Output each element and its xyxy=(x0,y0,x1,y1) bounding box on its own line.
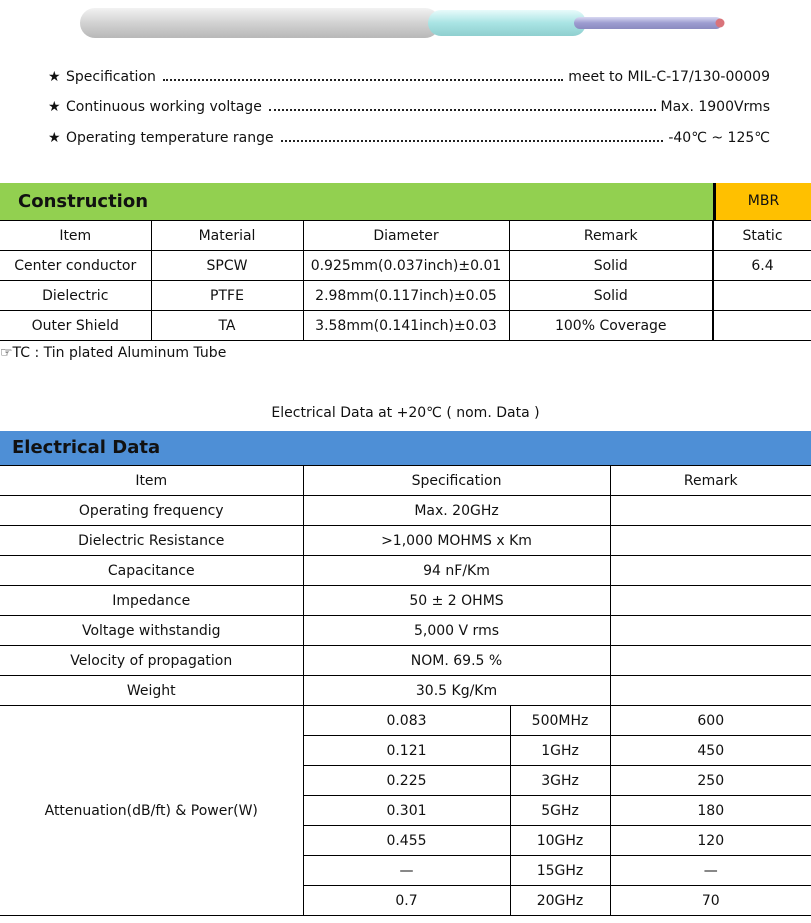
cell-static xyxy=(713,281,811,311)
cell-spec: >1,000 MOHMS x Km xyxy=(303,526,610,556)
table-row xyxy=(0,646,811,676)
spec-value: meet to MIL-C-17/130-00009 xyxy=(568,69,770,85)
col-header-remark: Remark xyxy=(509,221,713,251)
table-row xyxy=(0,556,811,586)
cell-attenuation-db: 0.455 xyxy=(303,826,510,856)
cable-illustration xyxy=(80,8,740,38)
cell-item: Dielectric xyxy=(0,281,151,311)
cell-frequency: 1GHz xyxy=(510,736,610,766)
star-icon: ★ xyxy=(48,69,61,85)
cell-item: Capacitance xyxy=(0,556,303,586)
spec-label: Continuous working voltage xyxy=(66,99,262,115)
cell-remark xyxy=(610,616,811,646)
cell-material: PTFE xyxy=(151,281,303,311)
cell-remark xyxy=(610,526,811,556)
cell-static xyxy=(713,311,811,341)
col-header-remark: Remark xyxy=(610,466,811,496)
cell-attenuation-db: 0.225 xyxy=(303,766,510,796)
cell-attenuation-db: 0.121 xyxy=(303,736,510,766)
cell-remark xyxy=(610,646,811,676)
table-header-row xyxy=(0,221,811,251)
construction-note: ☞TC : Tin plated Aluminum Tube xyxy=(0,345,227,361)
col-header-material: Material xyxy=(151,221,303,251)
table-header-row xyxy=(0,466,811,496)
cell-power: 180 xyxy=(610,796,811,826)
spec-line-temperature xyxy=(48,128,770,148)
cell-spec: Max. 20GHz xyxy=(303,496,610,526)
cell-remark: 100% Coverage xyxy=(509,311,713,341)
dotted-leader xyxy=(269,109,656,111)
cell-remark xyxy=(610,676,811,706)
attenuation-row xyxy=(0,706,811,736)
cell-item: Outer Shield xyxy=(0,311,151,341)
cell-diameter: 3.58mm(0.141inch)±0.03 xyxy=(303,311,509,341)
table-row xyxy=(0,496,811,526)
cell-spec: NOM. 69.5 % xyxy=(303,646,610,676)
construction-table xyxy=(0,220,811,341)
spec-label: Specification xyxy=(66,69,156,85)
spec-line-specification xyxy=(48,67,770,87)
table-row xyxy=(0,586,811,616)
col-header-specification: Specification xyxy=(303,466,610,496)
cell-item: Operating frequency xyxy=(0,496,303,526)
spec-value: -40℃ ~ 125℃ xyxy=(668,130,770,146)
cable-dielectric xyxy=(428,10,586,36)
cell-power: 450 xyxy=(610,736,811,766)
cell-remark: Solid xyxy=(509,251,713,281)
table-row xyxy=(0,281,811,311)
cable-conductor-tip xyxy=(716,19,725,28)
cell-item: Weight xyxy=(0,676,303,706)
electrical-subtitle: Electrical Data at +20℃ ( nom. Data ) xyxy=(271,405,540,421)
cell-power: 600 xyxy=(610,706,811,736)
cell-attenuation-db: 0.7 xyxy=(303,886,510,916)
cell-diameter: 2.98mm(0.117inch)±0.05 xyxy=(303,281,509,311)
cell-remark: Solid xyxy=(509,281,713,311)
cell-material: SPCW xyxy=(151,251,303,281)
cable-jacket xyxy=(80,8,440,38)
star-icon: ★ xyxy=(48,130,61,146)
table-row xyxy=(0,311,811,341)
construction-title: Construction xyxy=(18,191,149,212)
cell-frequency: 500MHz xyxy=(510,706,610,736)
table-row xyxy=(0,616,811,646)
cell-attenuation-db: 0.083 xyxy=(303,706,510,736)
col-header-item: Item xyxy=(0,466,303,496)
cell-spec: 5,000 V rms xyxy=(303,616,610,646)
construction-header xyxy=(0,183,811,220)
dotted-leader xyxy=(281,140,664,142)
cell-spec: 94 nF/Km xyxy=(303,556,610,586)
cell-frequency: 3GHz xyxy=(510,766,610,796)
electrical-header xyxy=(0,431,811,465)
cell-spec: 50 ± 2 OHMS xyxy=(303,586,610,616)
cell-item: Dielectric Resistance xyxy=(0,526,303,556)
construction-title-bar xyxy=(0,183,713,220)
star-icon: ★ xyxy=(48,99,61,115)
cell-item: Impedance xyxy=(0,586,303,616)
dotted-leader xyxy=(163,79,563,81)
col-header-static: Static xyxy=(713,221,811,251)
attenuation-label: Attenuation(dB/ft) & Power(W) xyxy=(0,706,303,916)
cell-remark xyxy=(610,556,811,586)
table-row xyxy=(0,251,811,281)
cell-power: 120 xyxy=(610,826,811,856)
cell-static: 6.4 xyxy=(713,251,811,281)
cable-conductor xyxy=(574,17,722,29)
cell-item: Velocity of propagation xyxy=(0,646,303,676)
cell-diameter: 0.925mm(0.037inch)±0.01 xyxy=(303,251,509,281)
cell-item: Voltage withstandig xyxy=(0,616,303,646)
cell-frequency: 10GHz xyxy=(510,826,610,856)
col-header-item: Item xyxy=(0,221,151,251)
cell-attenuation-db: 0.301 xyxy=(303,796,510,826)
cell-frequency: 20GHz xyxy=(510,886,610,916)
cell-remark xyxy=(610,496,811,526)
cell-material: TA xyxy=(151,311,303,341)
spec-label: Operating temperature range xyxy=(66,130,274,146)
cell-spec: 30.5 Kg/Km xyxy=(303,676,610,706)
cell-power: 70 xyxy=(610,886,811,916)
cell-attenuation-db: — xyxy=(303,856,510,886)
cell-frequency: 15GHz xyxy=(510,856,610,886)
spec-value: Max. 1900Vrms xyxy=(660,99,770,115)
cell-power: 250 xyxy=(610,766,811,796)
table-row xyxy=(0,676,811,706)
cell-remark xyxy=(610,586,811,616)
col-header-diameter: Diameter xyxy=(303,221,509,251)
table-row xyxy=(0,526,811,556)
electrical-table xyxy=(0,465,811,916)
spec-line-voltage xyxy=(48,97,770,117)
cell-frequency: 5GHz xyxy=(510,796,610,826)
cell-item: Center conductor xyxy=(0,251,151,281)
mbr-header: MBR xyxy=(716,183,811,220)
electrical-title: Electrical Data xyxy=(12,437,161,458)
cell-power: — xyxy=(610,856,811,886)
